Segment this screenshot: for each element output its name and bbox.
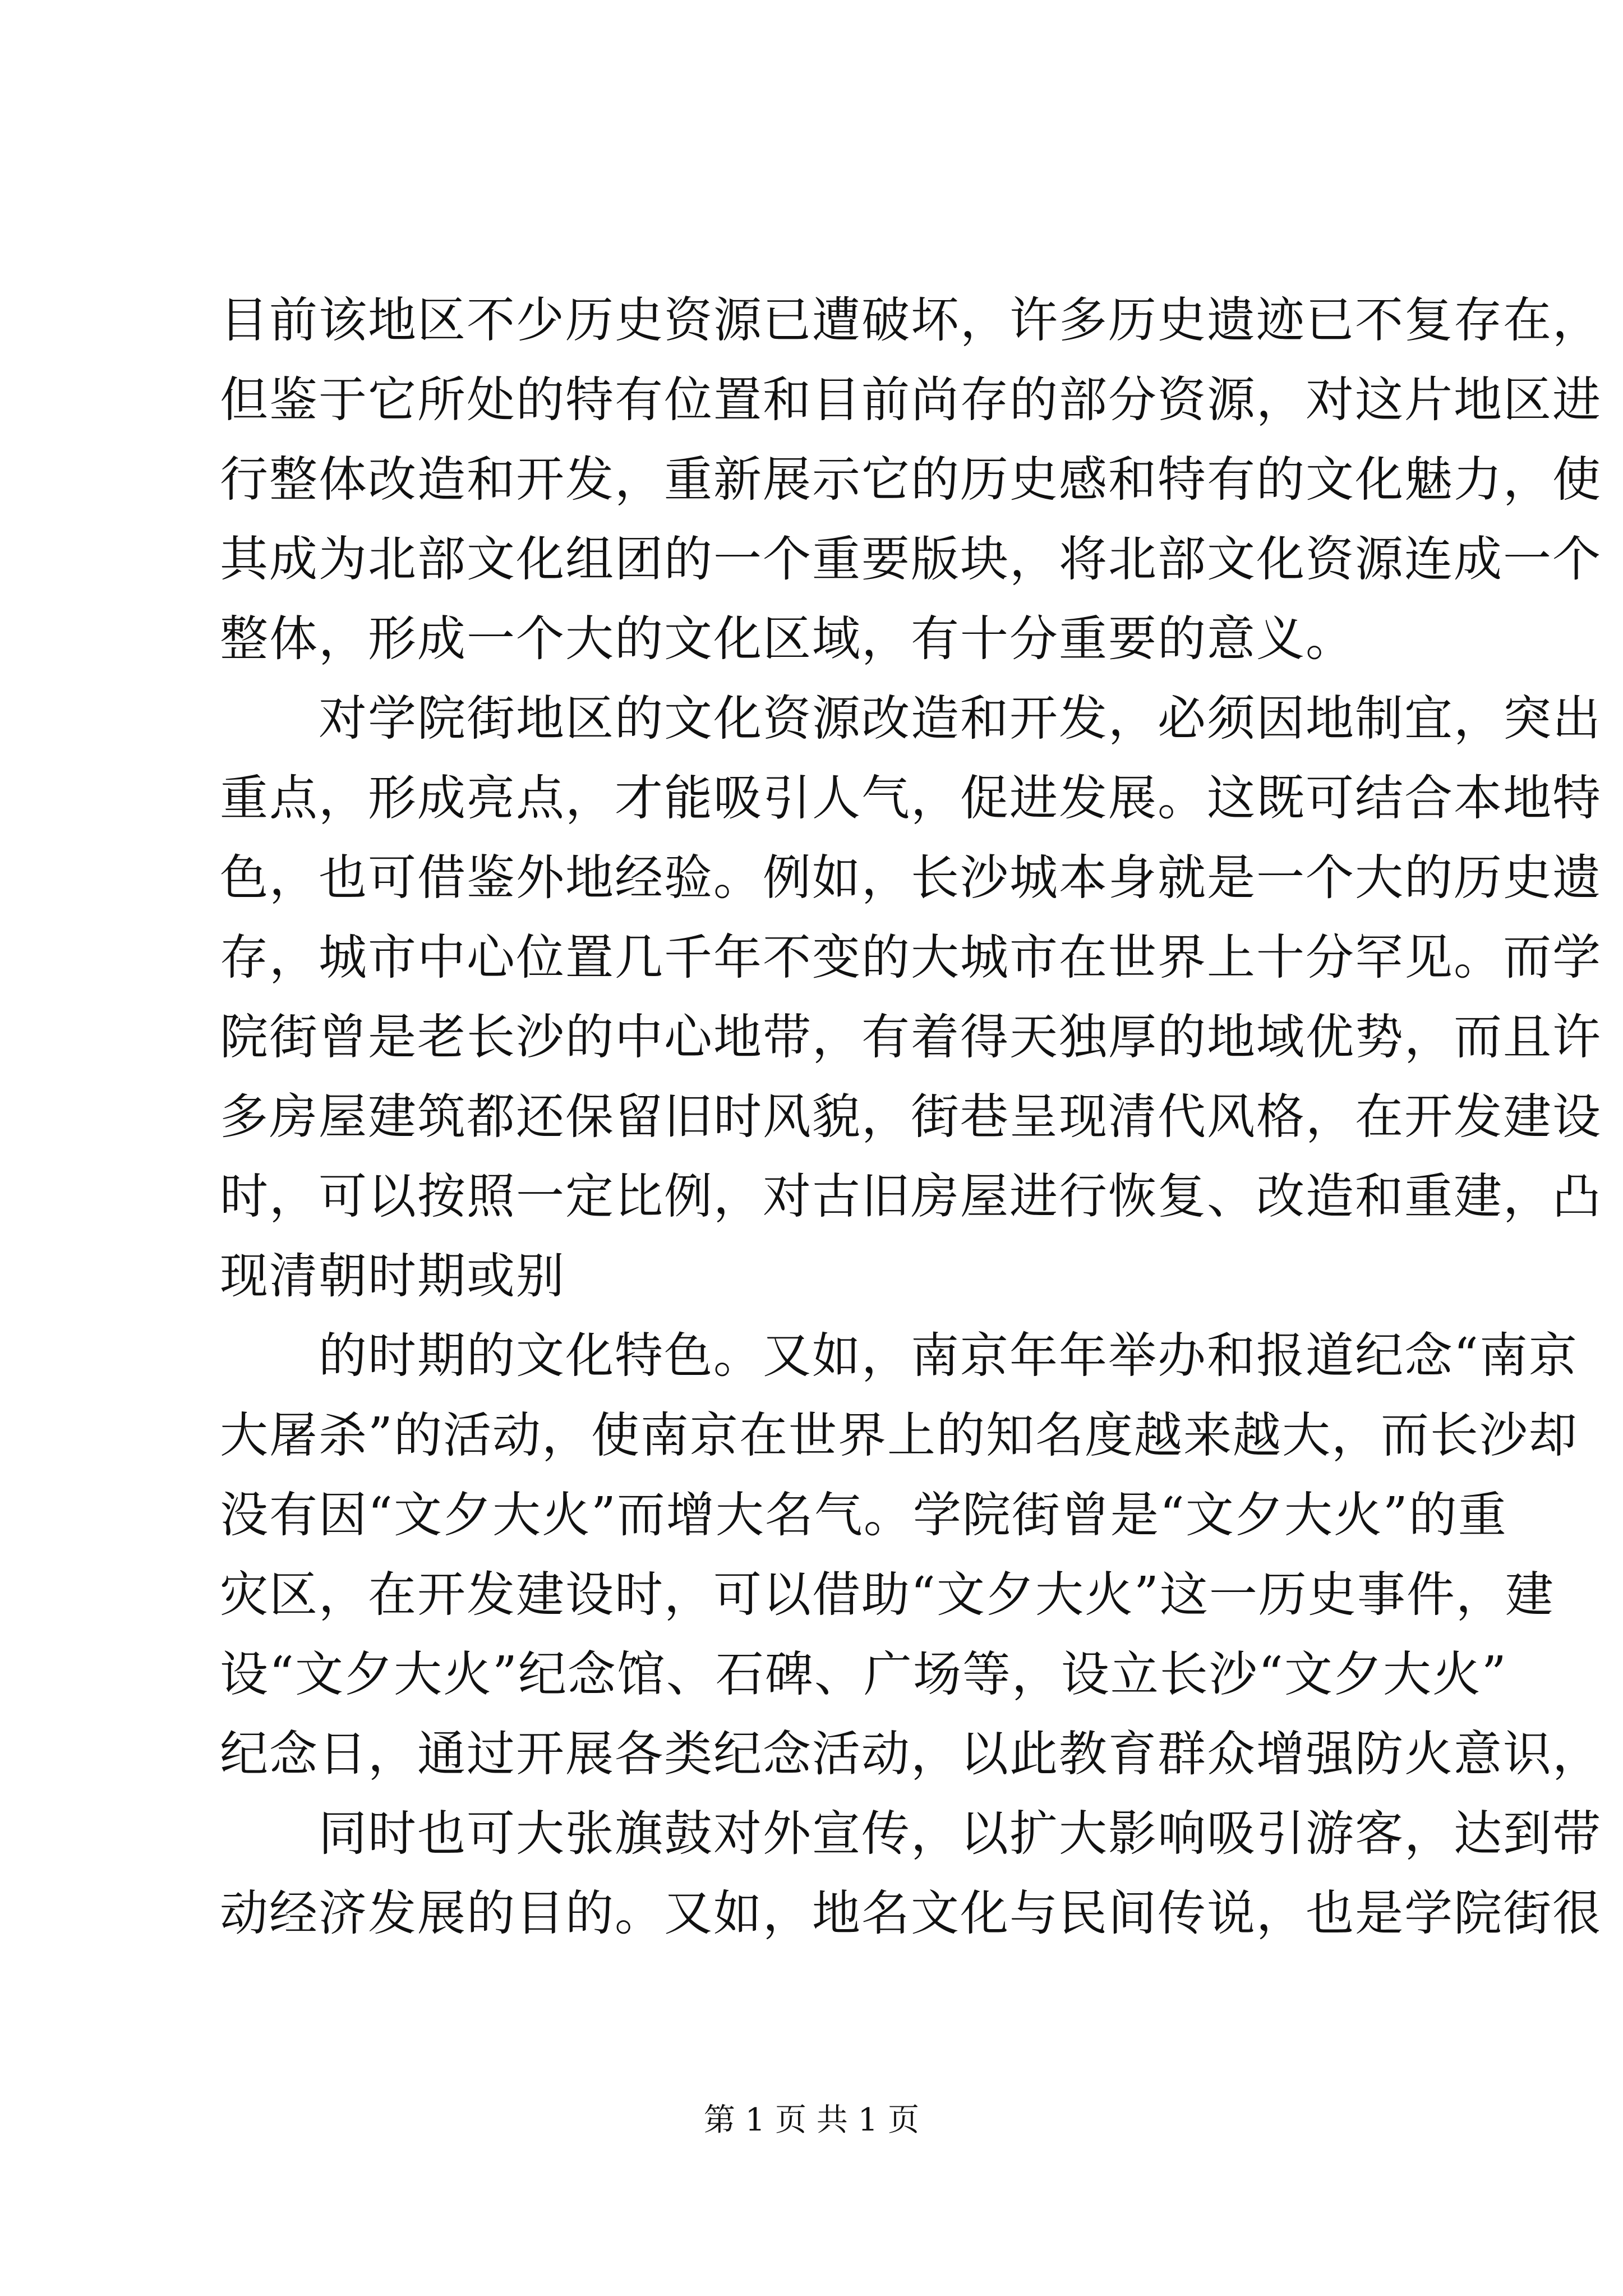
paragraph (220, 1794, 1602, 1953)
text-line: 多房屋建筑都还保留旧时风貌，街巷呈现清代风格，在开发建设 (220, 1089, 1602, 1145)
text-line: 其成为北部文化组团的一个重要版块，将北部文化资源连成一个 (220, 531, 1602, 587)
text-line: 时，可以按照一定比例，对古旧房屋进行恢复、改造和重建，凸 (220, 1168, 1602, 1225)
text-line: 设“文夕大火”纪念馆、石碑、广场等，设立长沙“文夕大火” (220, 1646, 1507, 1703)
text-line: 大屠杀”的活动，使南京在世界上的知名度越来越大，而长沙却 (220, 1407, 1578, 1464)
text-line: 但鉴于它所处的特有位置和目前尚存的部分资源，对这片地区进 (220, 372, 1602, 428)
text-line: 存，城市中心位置几千年不变的大城市在世界上十分罕见。而学 (220, 930, 1602, 986)
text-line: 没有因“文夕大火”而增大名气。学院街曾是“文夕大火”的重 (220, 1487, 1507, 1543)
text-line: 目前该地区不少历史资源已遭破坏，许多历史遗迹已不复存在， (220, 292, 1602, 348)
text-line: 行整体改造和开发，重新展示它的历史感和特有的文化魅力，使 (220, 452, 1602, 508)
document-body (220, 280, 1602, 1953)
text-line: 色，也可借鉴外地经验。例如，长沙城本身就是一个大的历史遗 (220, 850, 1602, 906)
paragraph (220, 679, 1602, 1316)
paragraph (220, 1316, 1602, 1794)
text-line: 动经济发展的目的。又如，地名文化与民间传说，也是学院街很 (220, 1885, 1602, 1941)
text-line: 的时期的文化特色。又如，南京年年举办和报道纪念“南京 (319, 1328, 1578, 1384)
text-line: 纪念日，通过开展各类纪念活动，以此教育群众增强防火意识， (220, 1726, 1602, 1782)
paragraph (220, 280, 1602, 679)
text-line: 同时也可大张旗鼓对外宣传，以扩大影响吸引游客，达到带 (319, 1806, 1602, 1862)
text-line: 灾区，在开发建设时，可以借助“文夕大火”这一历史事件，建 (220, 1567, 1555, 1623)
text-line: 重点，形成亮点，才能吸引人气，促进发展。这既可结合本地特 (220, 770, 1602, 826)
text-line: 院街曾是老长沙的中心地带，有着得天独厚的地域优势，而且许 (220, 1009, 1602, 1065)
text-line: 对学院街地区的文化资源改造和开发，必须因地制宜，突出 (319, 691, 1602, 747)
text-line: 现清朝时期或别 (220, 1248, 565, 1304)
text-line: 整体，形成一个大的文化区域，有十分重要的意义。 (220, 611, 1355, 667)
page-number-footer: 第 1 页 共 1 页 (703, 2102, 920, 2138)
